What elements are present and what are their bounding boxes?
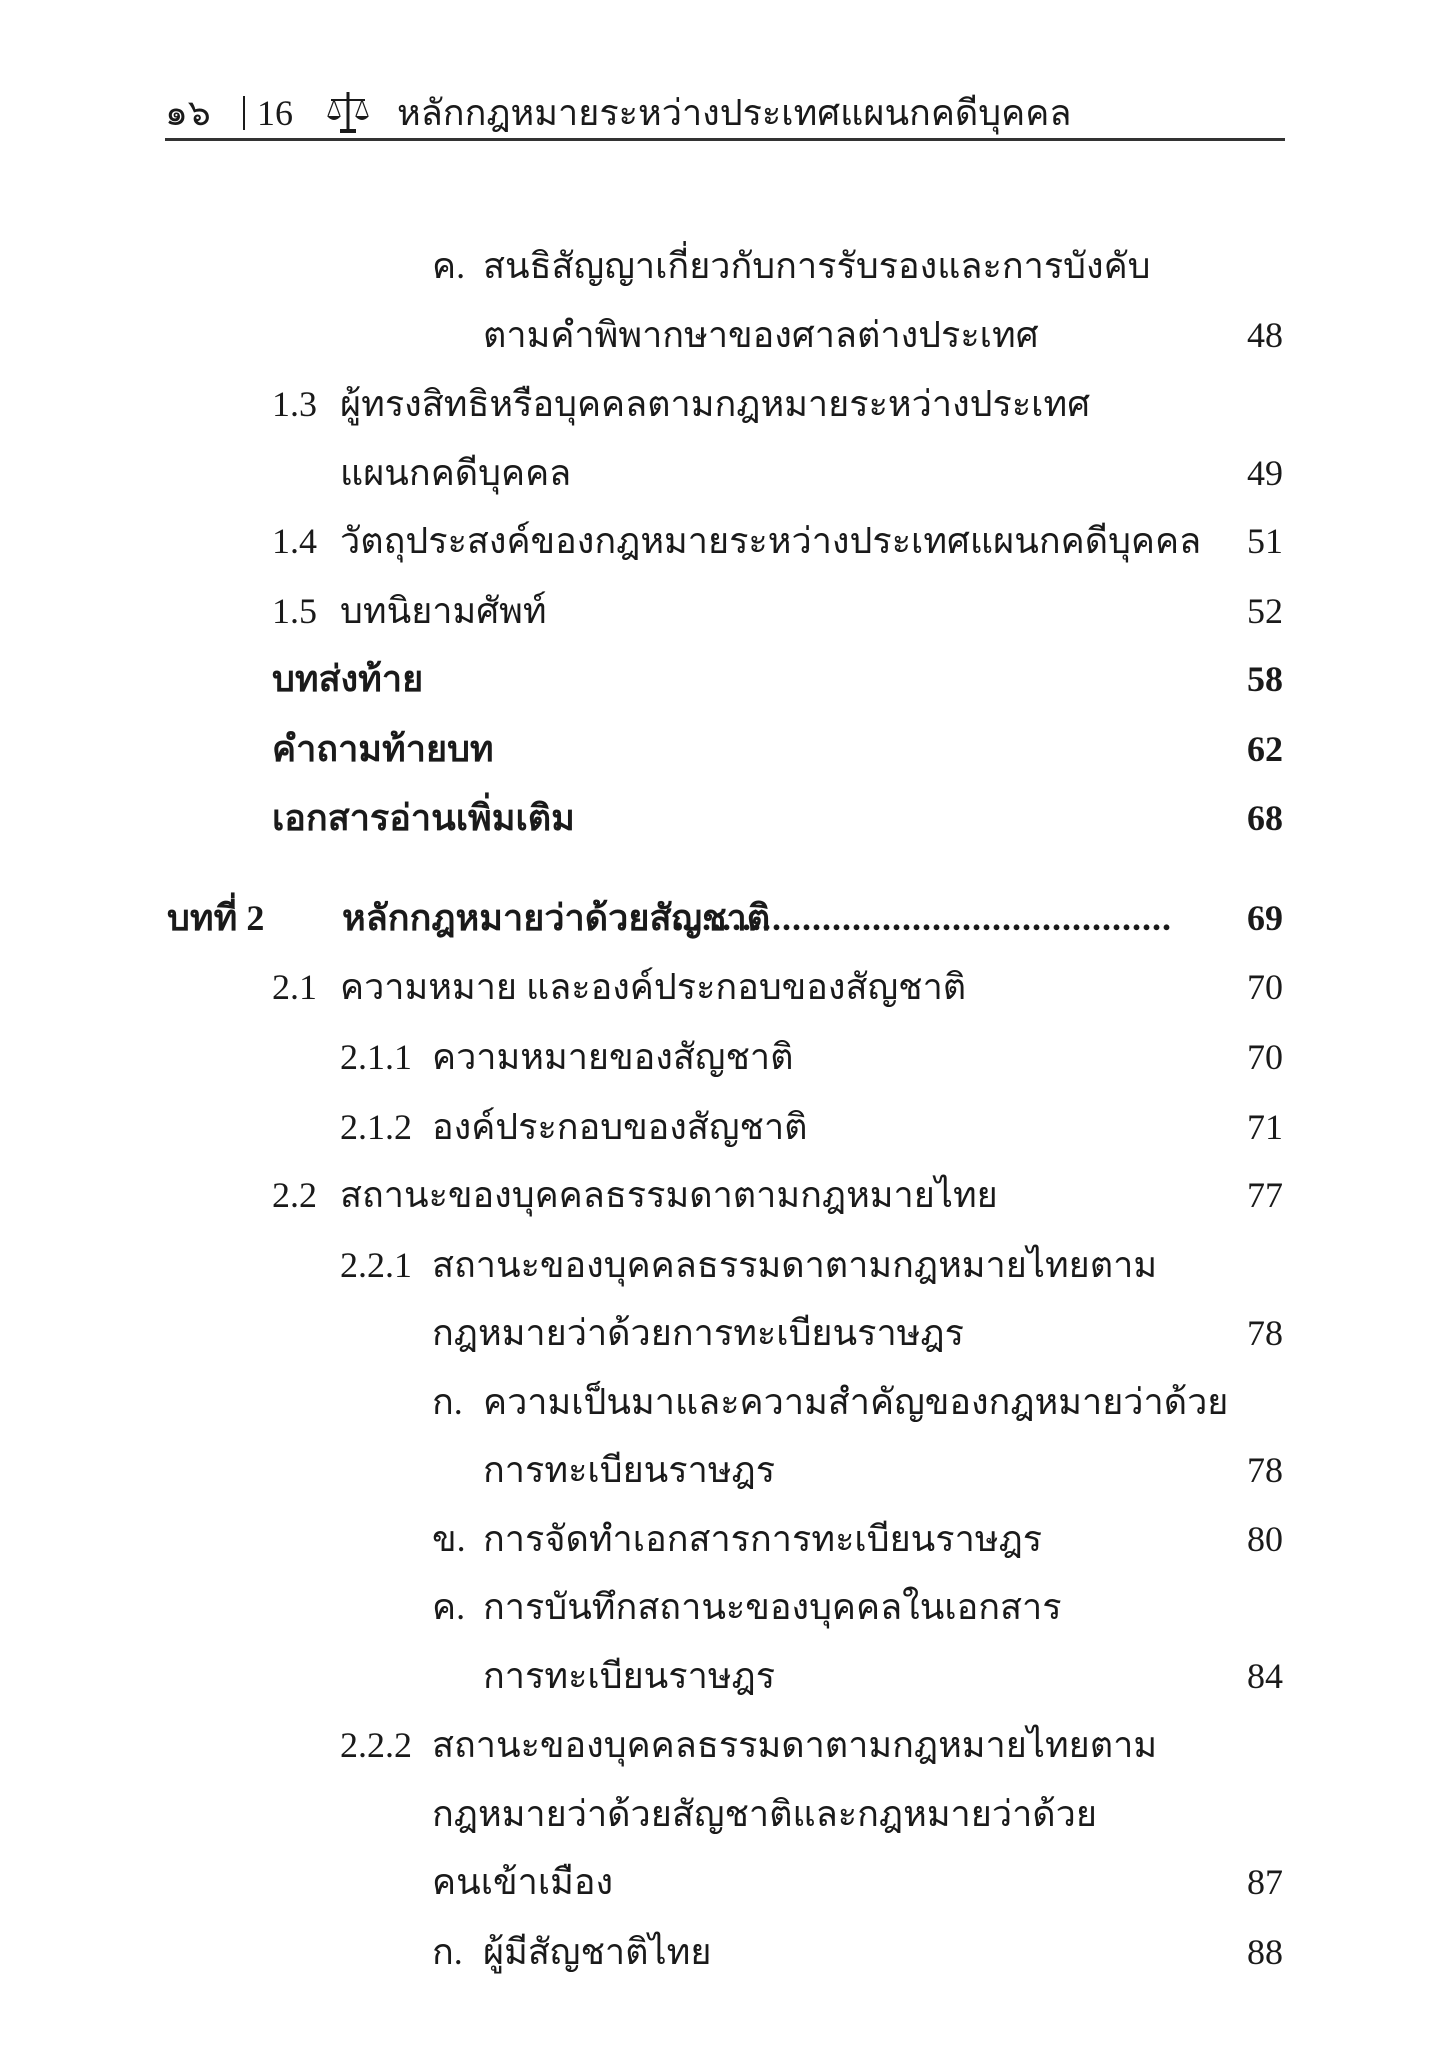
entry-title: สถานะของบุคคลธรรมดาตามกฎหมายไทยตาม — [432, 1725, 1158, 1765]
entry-number: 2.1.2 — [340, 1107, 412, 1147]
entry-page: 84 — [1247, 1656, 1283, 1696]
entry-title: การจัดทำเอกสารการทะเบียนราษฎร — [483, 1519, 1043, 1559]
entry-number: ก. — [432, 1932, 463, 1972]
entry-number: ก. — [432, 1382, 463, 1422]
toc-entry — [0, 305, 1448, 365]
entry-page: 71 — [1247, 1107, 1283, 1147]
entry-title: บทส่งท้าย — [272, 659, 424, 699]
entry-title: การบันทึกสถานะของบุคคลในเอกสาร — [483, 1587, 1062, 1627]
header-separator — [243, 96, 245, 130]
toc-entry — [0, 1922, 1448, 1982]
entry-title: ความหมายของสัญชาติ — [432, 1037, 794, 1077]
toc-entry — [0, 1852, 1448, 1912]
entry-title: ความหมาย และองค์ประกอบของสัญชาติ — [340, 967, 967, 1007]
entry-number: 2.2.2 — [340, 1725, 412, 1765]
entry-title: คำถามท้ายบท — [272, 729, 494, 769]
entry-page: 70 — [1247, 1037, 1283, 1077]
entry-page: 88 — [1247, 1932, 1283, 1972]
entry-title: สถานะของบุคคลธรรมดาตามกฎหมายไทย — [340, 1175, 998, 1215]
toc-entry — [0, 957, 1448, 1017]
toc-entry — [0, 719, 1448, 779]
toc-entry — [0, 581, 1448, 641]
entry-number: ค. — [432, 1587, 466, 1627]
toc-entry — [0, 649, 1448, 709]
toc-entry — [0, 1646, 1448, 1706]
toc-entry — [0, 443, 1448, 503]
chapter-entry — [0, 888, 1448, 948]
entry-number: ค. — [432, 246, 466, 286]
toc-entry — [0, 1577, 1448, 1637]
entry-title: กฎหมายว่าด้วยสัญชาติและกฎหมายว่าด้วย — [432, 1794, 1097, 1834]
toc-entry — [0, 1440, 1448, 1500]
entry-title: การทะเบียนราษฎร — [483, 1656, 776, 1696]
toc-entry — [0, 788, 1448, 848]
chapter-title: หลักกฎหมายว่าด้วยสัญชาติ — [342, 898, 771, 938]
entry-title: สถานะของบุคคลธรรมดาตามกฎหมายไทยตาม — [432, 1245, 1158, 1285]
entry-page: 78 — [1247, 1313, 1283, 1353]
entry-number: 1.3 — [272, 384, 317, 424]
entry-page: 77 — [1247, 1175, 1283, 1215]
toc-entry — [0, 1235, 1448, 1295]
toc-entry — [0, 1715, 1448, 1775]
toc-entry — [0, 511, 1448, 571]
entry-title: วัตถุประสงค์ของกฎหมายระหว่างประเทศแผนกคดีบุคคล — [340, 521, 1202, 561]
entry-number: 2.1 — [272, 967, 317, 1007]
entry-title: บทนิยามศัพท์ — [340, 591, 547, 631]
toc-entry — [0, 1303, 1448, 1363]
entry-page: 48 — [1247, 315, 1283, 355]
page-number: 16 — [257, 93, 293, 133]
toc-entry — [0, 1372, 1448, 1432]
toc-entry — [0, 374, 1448, 434]
entry-title: สนธิสัญญาเกี่ยวกับการรับรองและการบังคับ — [483, 246, 1151, 286]
chapter-number: บทที่ 2 — [167, 898, 265, 938]
entry-number: ข. — [432, 1519, 466, 1559]
entry-page: 78 — [1247, 1450, 1283, 1490]
entry-page: 69 — [1247, 898, 1283, 938]
toc-entry — [0, 1097, 1448, 1157]
entry-title: แผนกคดีบุคคล — [340, 453, 572, 493]
entry-page: 49 — [1247, 453, 1283, 493]
entry-title: ตามคำพิพากษาของศาลต่างประเทศ — [483, 315, 1039, 355]
thai-page-number: ๑๖ — [165, 93, 211, 133]
entry-page: 52 — [1247, 591, 1283, 631]
header-rule — [165, 138, 1285, 141]
toc-entry — [0, 1784, 1448, 1844]
entry-page: 70 — [1247, 967, 1283, 1007]
entry-number: 2.2.1 — [340, 1245, 412, 1285]
entry-title: กฎหมายว่าด้วยการทะเบียนราษฎร — [432, 1313, 964, 1353]
book-title: หลักกฎหมายระหว่างประเทศแผนกคดีบุคคล — [397, 93, 1072, 133]
toc-entry — [0, 236, 1448, 296]
entry-title: ความเป็นมาและความสำคัญของกฎหมายว่าด้วย — [483, 1382, 1229, 1422]
entry-number: 1.5 — [272, 591, 317, 631]
dot-leader: .................................................. — [672, 898, 1172, 938]
entry-number: 1.4 — [272, 521, 317, 561]
entry-page: 62 — [1247, 729, 1283, 769]
entry-title: ผู้ทรงสิทธิหรือบุคคลตามกฎหมายระหว่างประเทศ — [340, 384, 1091, 424]
entry-number: 2.2 — [272, 1175, 317, 1215]
entry-page: 80 — [1247, 1519, 1283, 1559]
entry-title: การทะเบียนราษฎร — [483, 1450, 776, 1490]
scales-of-justice-icon — [325, 90, 371, 136]
running-header — [165, 88, 1285, 138]
entry-title: ผู้มีสัญชาติไทย — [483, 1932, 712, 1972]
entry-page: 87 — [1247, 1862, 1283, 1902]
toc-entry — [0, 1165, 1448, 1225]
entry-number: 2.1.1 — [340, 1037, 412, 1077]
toc-entry — [0, 1509, 1448, 1569]
entry-page: 51 — [1247, 521, 1283, 561]
entry-page: 58 — [1247, 659, 1283, 699]
entry-page: 68 — [1247, 798, 1283, 838]
entry-title: คนเข้าเมือง — [432, 1862, 614, 1902]
toc-entry — [0, 1027, 1448, 1087]
entry-title: เอกสารอ่านเพิ่มเติม — [272, 798, 575, 838]
entry-title: องค์ประกอบของสัญชาติ — [432, 1107, 808, 1147]
